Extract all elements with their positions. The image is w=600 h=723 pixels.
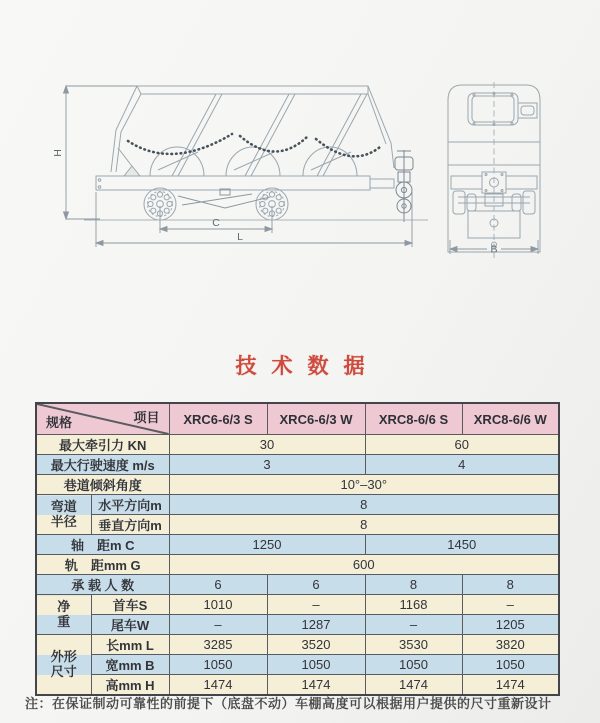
cell-length-4: 3820 [462, 635, 559, 655]
cell-length-2: 3520 [267, 635, 365, 655]
label-incline: 巷道倾斜角度 [36, 475, 169, 495]
cell-tail-2: 1287 [267, 615, 365, 635]
group-label-net-weight: 净 重 [36, 595, 91, 635]
row-speed [36, 455, 559, 475]
col-header-4: XRC8-6/6 W [462, 403, 559, 435]
cell-tail-1: – [169, 615, 267, 635]
dim-label-b: B [490, 243, 498, 256]
cell-length-1: 3285 [169, 635, 267, 655]
cell-height-4: 1474 [462, 675, 559, 696]
cell-horizontal-all: 8 [169, 495, 559, 515]
row-wheelbase [36, 535, 559, 555]
cell-height-3: 1474 [365, 675, 462, 696]
label-height: 高mm H [91, 675, 169, 696]
cell-width-3: 1050 [365, 655, 462, 675]
cell-wheelbase-left: 1250 [169, 535, 365, 555]
safety-chains [128, 134, 380, 156]
row-weight-head [36, 595, 559, 615]
cell-length-3: 3530 [365, 635, 462, 655]
row-width [36, 655, 559, 675]
cell-capacity-3: 8 [365, 575, 462, 595]
row-capacity [36, 575, 559, 595]
section-title: 技术数据 [235, 355, 380, 378]
cell-wheelbase-right: 1450 [365, 535, 559, 555]
cell-height-1: 1474 [169, 675, 267, 696]
dim-label-h: H [52, 149, 64, 157]
label-speed: 最大行驶速度 m/s [36, 455, 169, 475]
spec-table [35, 402, 560, 696]
row-gauge [36, 555, 559, 575]
cell-tail-4: 1205 [462, 615, 559, 635]
cell-incline-all: 10°–30° [169, 475, 559, 495]
corner-cell [36, 403, 169, 435]
row-height [36, 675, 559, 696]
cell-gauge-all: 600 [169, 555, 559, 575]
row-incline [36, 475, 559, 495]
label-wheelbase: 轴 距m C [36, 535, 169, 555]
front-latch [518, 103, 537, 118]
footnote: 注：在保证制动可靠性的前提下（底盘不动）车棚高度可以根据用户提供的尺寸重新设计 [25, 696, 552, 711]
cell-capacity-1: 6 [169, 575, 267, 595]
cell-head-2: – [267, 595, 365, 615]
cell-width-1: 1050 [169, 655, 267, 675]
cell-width-2: 1050 [267, 655, 365, 675]
row-weight-tail [36, 615, 559, 635]
label-width: 宽mm B [91, 655, 169, 675]
cell-width-4: 1050 [462, 655, 559, 675]
label-gauge: 轨 距mm G [36, 555, 169, 575]
dimension-lines-side [64, 86, 413, 247]
col-header-3: XRC8-6/6 S [365, 403, 462, 435]
col-header-2: XRC6-6/3 W [267, 403, 365, 435]
row-curve-vertical [36, 515, 559, 535]
label-tail-car: 尾车W [91, 615, 169, 635]
cell-tail-3: – [365, 615, 462, 635]
side-view-drawing [84, 86, 428, 222]
group-label-curve-radius: 弯道 半径 [36, 495, 91, 535]
corner-label-spec: 规格 [46, 415, 73, 430]
cell-vertical-all: 8 [169, 515, 559, 535]
front-window [468, 93, 518, 126]
corner-label-item: 项目 [133, 410, 160, 425]
row-curve-horizontal [36, 495, 559, 515]
dim-label-c: C [212, 217, 220, 229]
cell-head-4: – [462, 595, 559, 615]
cell-speed-right: 4 [365, 455, 559, 475]
row-traction [36, 435, 559, 455]
technical-drawing [0, 0, 600, 300]
dim-label-l: L [237, 231, 243, 243]
row-length [36, 635, 559, 655]
cell-speed-left: 3 [169, 455, 365, 475]
cell-head-1: 1010 [169, 595, 267, 615]
label-head-car: 首车S [91, 595, 169, 615]
cell-traction-left: 30 [169, 435, 365, 455]
cell-traction-right: 60 [365, 435, 559, 455]
front-view-drawing [448, 82, 540, 258]
table-header-row [36, 403, 559, 435]
cell-capacity-2: 6 [267, 575, 365, 595]
cell-capacity-4: 8 [462, 575, 559, 595]
cell-head-3: 1168 [365, 595, 462, 615]
label-capacity: 承 载 人 数 [36, 575, 169, 595]
label-traction: 最大牵引力 KN [36, 435, 169, 455]
label-horizontal: 水平方向m [91, 495, 169, 515]
col-header-1: XRC6-6/3 S [169, 403, 267, 435]
label-length: 长mm L [91, 635, 169, 655]
chassis-deck [96, 176, 394, 190]
label-vertical: 垂直方向m [91, 515, 169, 535]
group-label-overall-dims: 外形 尺寸 [36, 635, 91, 696]
coupling-drawbar [395, 150, 413, 222]
cell-height-2: 1474 [267, 675, 365, 696]
